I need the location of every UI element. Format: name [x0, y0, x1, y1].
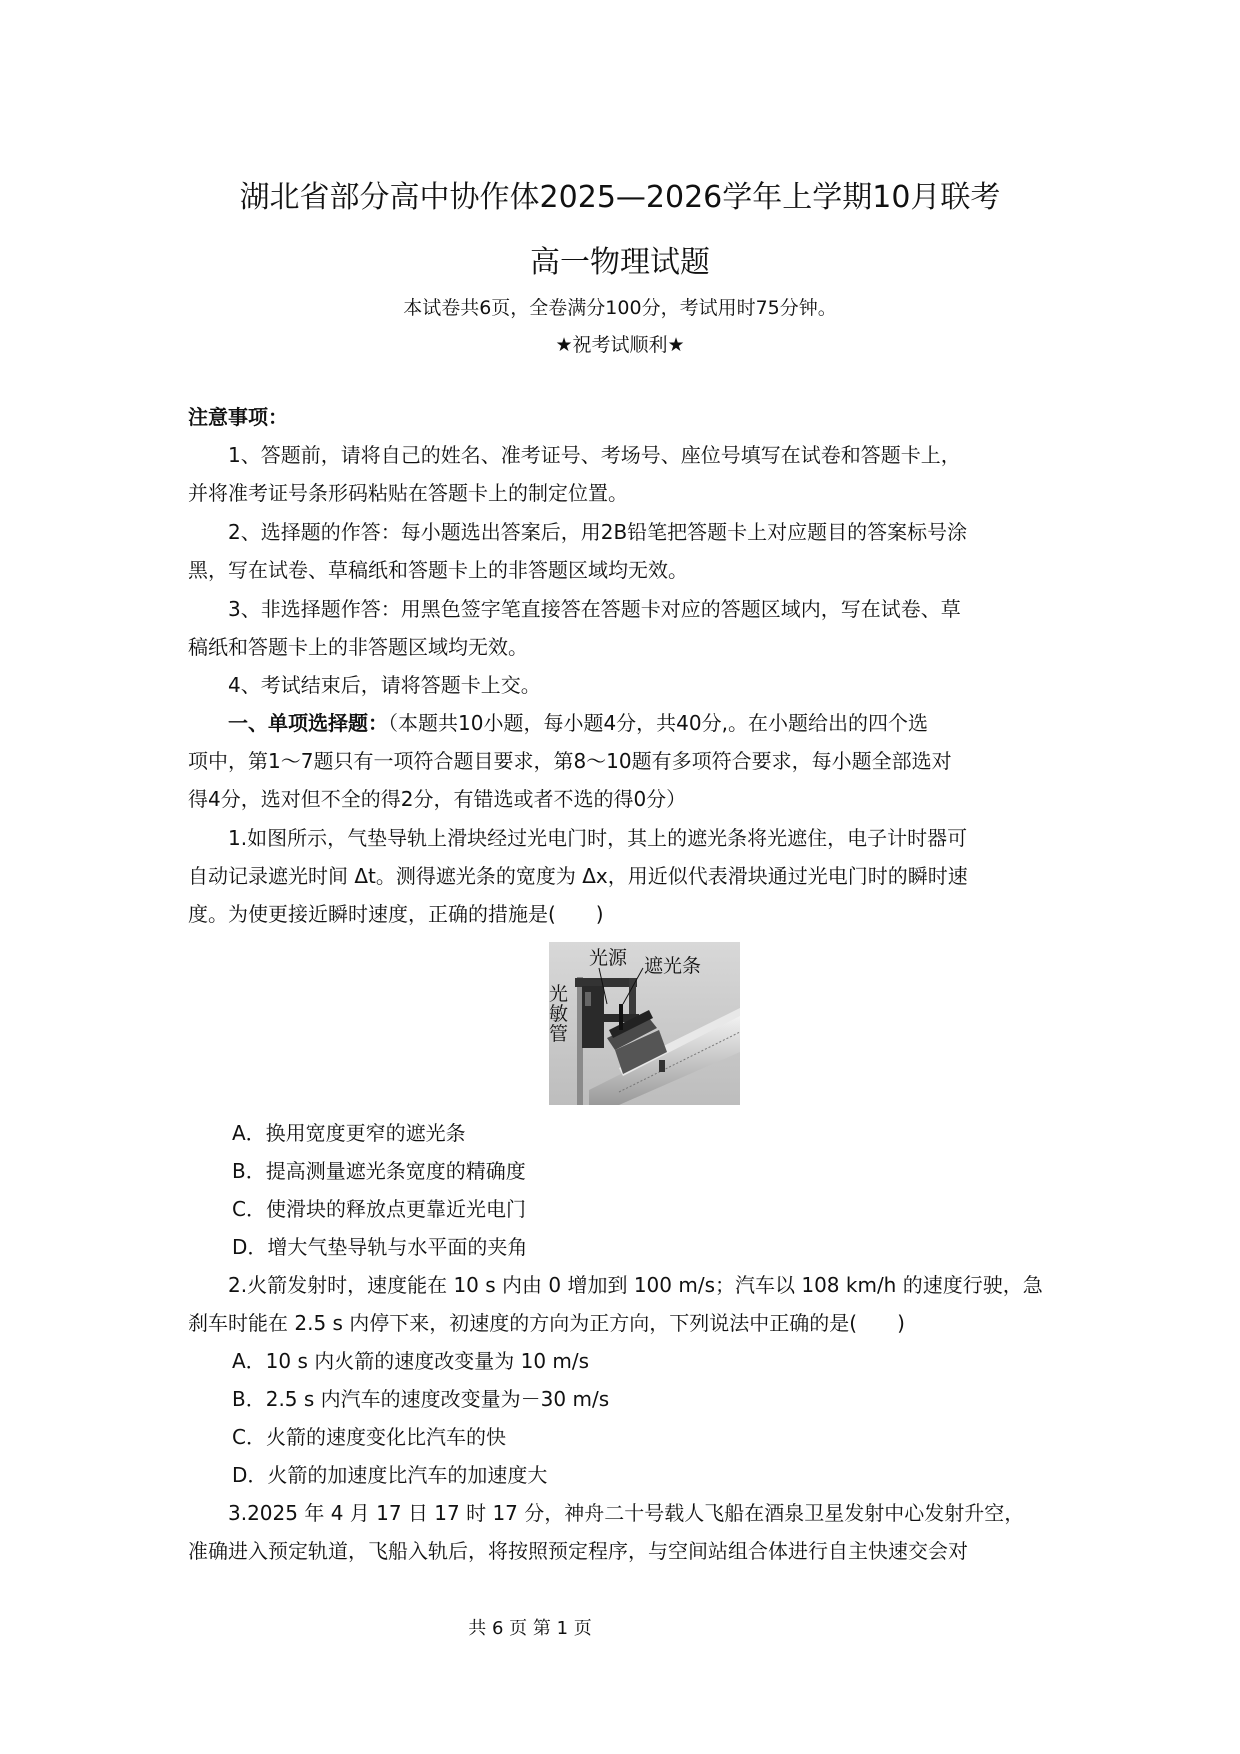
label-phototube: 光: [549, 984, 569, 1005]
question-2-option-b: B．2.5 s 内汽车的速度改变量为－30 m/s: [232, 1387, 610, 1411]
section-intro-line: 项中，第1～7题只有一项符合题目要求，第8～10题有多项符合要求，每小题全部选对: [188, 749, 952, 773]
notes-line: 2、选择题的作答：每小题选出答案后，用2B铅笔把答题卡上对应题目的答案标号涂: [228, 520, 968, 544]
notes-line: 4、考试结束后，请将答题卡上交。: [228, 673, 541, 697]
question-1-option-b: B．提高测量遮光条宽度的精确度: [232, 1159, 526, 1183]
question-1-option-d: D．增大气垫导轨与水平面的夹角: [232, 1235, 528, 1259]
photogate-figure: [549, 942, 740, 1105]
notes-line: 并将准考证号条形码粘贴在答题卡上的制定位置。: [188, 481, 628, 505]
notes-heading: 注意事项：: [188, 405, 288, 429]
question-2-option-c: C．火箭的速度变化比汽车的快: [232, 1425, 506, 1449]
section-intro-line: [188, 706, 1098, 740]
page-footer: 共 6 页 第 1 页: [468, 1618, 592, 1639]
label-phototube: 敏: [549, 1004, 569, 1025]
question-1-option-c: C．使滑块的释放点更靠近光电门: [232, 1197, 526, 1221]
notes-line: 1、答题前，请将自己的姓名、准考证号、考场号、座位号填写在试卷和答题卡上，: [228, 443, 961, 467]
notes-line: 3、非选择题作答：用黑色签字笔直接答在答题卡对应的答题区域内，写在试卷、草: [228, 597, 961, 621]
exam-subtitle: 高一物理试题: [530, 245, 710, 280]
question-3-line: 准确进入预定轨道，飞船入轨后，将按照预定程序，与空间站组合体进行自主快速交会对: [188, 1539, 968, 1563]
exam-info: 本试卷共6页，全卷满分100分，考试用时75分钟。: [403, 297, 837, 319]
question-3-line: 3.2025 年 4 月 17 日 17 时 17 分，神舟二十号载人飞船在酒泉卫星发射中心发射升空，: [228, 1501, 1025, 1525]
question-1-line: 度。为使更接近瞬时速度，正确的措施是( ): [188, 902, 604, 926]
label-shading-strip: 遮光条: [644, 956, 702, 977]
question-2-line: 刹车时能在 2.5 s 内停下来，初速度的方向为正方向，下列说法中正确的是( ): [188, 1311, 905, 1335]
question-2-option-a: A．10 s 内火箭的速度改变量为 10 m/s: [232, 1349, 590, 1373]
section-intro-line: 得4分，选对但不全的得2分，有错选或者不选的得0分）: [188, 787, 687, 811]
question-2-line: 2.火箭发射时，速度能在 10 s 内由 0 增加到 100 m/s；汽车以 108 km/h 的速度行驶，急: [228, 1273, 1043, 1297]
notes-line: 稿纸和答题卡上的非答题区域均无效。: [188, 635, 528, 659]
label-light-source: 光源: [589, 948, 628, 969]
photogate-illustration: [549, 942, 740, 1105]
question-1-line: 自动记录遮光时间 Δt。测得遮光条的宽度为 Δx，用近似代表滑块通过光电门时的瞬时速: [188, 864, 968, 888]
section-heading: 一、单项选择题：: [228, 711, 388, 735]
exam-title: 湖北省部分高中协作体2025—2026学年上学期10月联考: [239, 180, 1001, 215]
question-1-line: 1.如图所示，气垫导轨上滑块经过光电门时，其上的遮光条将光遮住，电子计时器可: [228, 826, 968, 850]
notes-line: 黑，写在试卷、草稿纸和答题卡上的非答题区域均无效。: [188, 558, 688, 582]
label-phototube: 管: [549, 1024, 569, 1045]
section-intro-text: （本题共10小题，每小题4分，共40分,。在小题给出的四个选: [388, 711, 928, 735]
question-2-option-d: D．火箭的加速度比汽车的加速度大: [232, 1463, 548, 1487]
question-1-option-a: A．换用宽度更窄的遮光条: [232, 1121, 466, 1145]
exam-wish: ★祝考试顺利★: [555, 334, 685, 356]
